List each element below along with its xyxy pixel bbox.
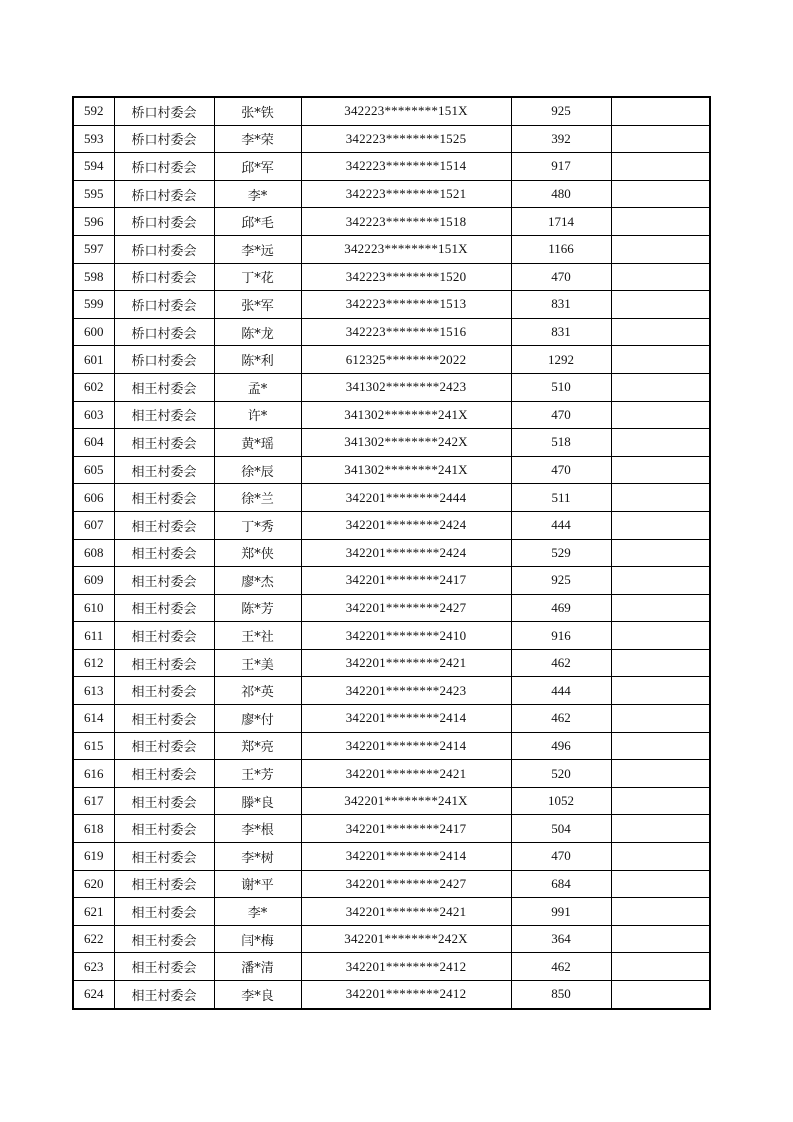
amount-cell: 1714	[511, 208, 611, 236]
row-number-cell: 610	[73, 594, 114, 622]
village-committee-cell: 桥口村委会	[114, 291, 214, 319]
row-number-cell: 602	[73, 373, 114, 401]
table-row	[73, 870, 710, 898]
id-number-cell: 612325********2022	[301, 346, 511, 374]
id-number-cell: 341302********2423	[301, 373, 511, 401]
village-committee-cell: 相王村委会	[114, 677, 214, 705]
row-number-cell: 607	[73, 511, 114, 539]
id-number-cell: 342201********2427	[301, 594, 511, 622]
remarks-cell	[611, 235, 710, 263]
amount-cell: 925	[511, 567, 611, 595]
id-number-cell: 342223********1516	[301, 318, 511, 346]
amount-cell: 496	[511, 732, 611, 760]
table-body	[73, 97, 710, 1009]
village-committee-cell: 相王村委会	[114, 373, 214, 401]
remarks-cell	[611, 208, 710, 236]
village-committee-cell: 相王村委会	[114, 401, 214, 429]
id-number-cell: 342223********1521	[301, 180, 511, 208]
person-name-cell: 李*远	[214, 235, 301, 263]
amount-cell: 850	[511, 981, 611, 1009]
table-row	[73, 622, 710, 650]
remarks-cell	[611, 843, 710, 871]
row-number-cell: 596	[73, 208, 114, 236]
remarks-cell	[611, 677, 710, 705]
amount-cell: 470	[511, 263, 611, 291]
table-row	[73, 125, 710, 153]
id-number-cell: 342223********1513	[301, 291, 511, 319]
id-number-cell: 342201********2444	[301, 484, 511, 512]
remarks-cell	[611, 539, 710, 567]
village-committee-cell: 相王村委会	[114, 843, 214, 871]
row-number-cell: 621	[73, 898, 114, 926]
remarks-cell	[611, 511, 710, 539]
row-number-cell: 593	[73, 125, 114, 153]
amount-cell: 1292	[511, 346, 611, 374]
remarks-cell	[611, 429, 710, 457]
amount-cell: 510	[511, 373, 611, 401]
person-name-cell: 丁*花	[214, 263, 301, 291]
village-committee-cell: 桥口村委会	[114, 208, 214, 236]
row-number-cell: 619	[73, 843, 114, 871]
row-number-cell: 603	[73, 401, 114, 429]
amount-cell: 684	[511, 870, 611, 898]
amount-cell: 529	[511, 539, 611, 567]
remarks-cell	[611, 898, 710, 926]
village-committee-cell: 相王村委会	[114, 898, 214, 926]
id-number-cell: 342201********241X	[301, 787, 511, 815]
table-row	[73, 843, 710, 871]
id-number-cell: 342223********1514	[301, 153, 511, 181]
person-name-cell: 丁*秀	[214, 511, 301, 539]
id-number-cell: 342201********242X	[301, 925, 511, 953]
row-number-cell: 614	[73, 705, 114, 733]
row-number-cell: 604	[73, 429, 114, 457]
table-row	[73, 153, 710, 181]
table-row	[73, 898, 710, 926]
table-row	[73, 594, 710, 622]
row-number-cell: 615	[73, 732, 114, 760]
row-number-cell: 609	[73, 567, 114, 595]
person-name-cell: 廖*杰	[214, 567, 301, 595]
person-name-cell: 邱*军	[214, 153, 301, 181]
row-number-cell: 613	[73, 677, 114, 705]
village-committee-cell: 相王村委会	[114, 622, 214, 650]
amount-cell: 392	[511, 125, 611, 153]
table-row	[73, 925, 710, 953]
amount-cell: 462	[511, 649, 611, 677]
table-row	[73, 511, 710, 539]
row-number-cell: 605	[73, 456, 114, 484]
person-name-cell: 李*	[214, 180, 301, 208]
remarks-cell	[611, 97, 710, 125]
remarks-cell	[611, 760, 710, 788]
table-row	[73, 953, 710, 981]
table-row	[73, 677, 710, 705]
id-number-cell: 342201********2421	[301, 649, 511, 677]
table-row	[73, 760, 710, 788]
remarks-cell	[611, 125, 710, 153]
amount-cell: 504	[511, 815, 611, 843]
amount-cell: 917	[511, 153, 611, 181]
table-row	[73, 291, 710, 319]
subsidy-roster-table	[72, 96, 711, 1010]
person-name-cell: 孟*	[214, 373, 301, 401]
person-name-cell: 李*树	[214, 843, 301, 871]
id-number-cell: 342201********2410	[301, 622, 511, 650]
person-name-cell: 廖*付	[214, 705, 301, 733]
id-number-cell: 342201********2423	[301, 677, 511, 705]
table-row	[73, 567, 710, 595]
id-number-cell: 342201********2417	[301, 567, 511, 595]
village-committee-cell: 桥口村委会	[114, 318, 214, 346]
village-committee-cell: 桥口村委会	[114, 153, 214, 181]
village-committee-cell: 桥口村委会	[114, 346, 214, 374]
row-number-cell: 600	[73, 318, 114, 346]
id-number-cell: 342201********2414	[301, 705, 511, 733]
amount-cell: 364	[511, 925, 611, 953]
table-row	[73, 97, 710, 125]
id-number-cell: 342201********2424	[301, 511, 511, 539]
table-row	[73, 180, 710, 208]
person-name-cell: 潘*清	[214, 953, 301, 981]
id-number-cell: 341302********241X	[301, 456, 511, 484]
remarks-cell	[611, 346, 710, 374]
id-number-cell: 342201********2414	[301, 843, 511, 871]
remarks-cell	[611, 925, 710, 953]
amount-cell: 991	[511, 898, 611, 926]
village-committee-cell: 相王村委会	[114, 981, 214, 1009]
amount-cell: 462	[511, 705, 611, 733]
amount-cell: 518	[511, 429, 611, 457]
id-number-cell: 342201********2424	[301, 539, 511, 567]
village-committee-cell: 桥口村委会	[114, 97, 214, 125]
village-committee-cell: 相王村委会	[114, 511, 214, 539]
person-name-cell: 陈*利	[214, 346, 301, 374]
remarks-cell	[611, 787, 710, 815]
person-name-cell: 张*军	[214, 291, 301, 319]
village-committee-cell: 相王村委会	[114, 787, 214, 815]
person-name-cell: 郑*侠	[214, 539, 301, 567]
person-name-cell: 李*荣	[214, 125, 301, 153]
table-row	[73, 732, 710, 760]
amount-cell: 444	[511, 511, 611, 539]
id-number-cell: 342201********2427	[301, 870, 511, 898]
remarks-cell	[611, 649, 710, 677]
person-name-cell: 王*芳	[214, 760, 301, 788]
table-row	[73, 401, 710, 429]
amount-cell: 925	[511, 97, 611, 125]
amount-cell: 470	[511, 401, 611, 429]
village-committee-cell: 相王村委会	[114, 815, 214, 843]
row-number-cell: 611	[73, 622, 114, 650]
amount-cell: 916	[511, 622, 611, 650]
table-row	[73, 235, 710, 263]
table-row	[73, 318, 710, 346]
village-committee-cell: 相王村委会	[114, 953, 214, 981]
id-number-cell: 341302********241X	[301, 401, 511, 429]
row-number-cell: 622	[73, 925, 114, 953]
table-row	[73, 787, 710, 815]
table-row	[73, 208, 710, 236]
person-name-cell: 许*	[214, 401, 301, 429]
row-number-cell: 599	[73, 291, 114, 319]
remarks-cell	[611, 456, 710, 484]
table-row	[73, 429, 710, 457]
table-row	[73, 346, 710, 374]
village-committee-cell: 相王村委会	[114, 567, 214, 595]
row-number-cell: 594	[73, 153, 114, 181]
table-row	[73, 815, 710, 843]
village-committee-cell: 相王村委会	[114, 484, 214, 512]
remarks-cell	[611, 153, 710, 181]
person-name-cell: 张*铁	[214, 97, 301, 125]
person-name-cell: 王*美	[214, 649, 301, 677]
amount-cell: 462	[511, 953, 611, 981]
remarks-cell	[611, 373, 710, 401]
remarks-cell	[611, 318, 710, 346]
amount-cell: 1052	[511, 787, 611, 815]
table-row	[73, 456, 710, 484]
amount-cell: 469	[511, 594, 611, 622]
amount-cell: 831	[511, 291, 611, 319]
person-name-cell: 王*社	[214, 622, 301, 650]
village-committee-cell: 相王村委会	[114, 870, 214, 898]
person-name-cell: 李*	[214, 898, 301, 926]
village-committee-cell: 桥口村委会	[114, 263, 214, 291]
village-committee-cell: 桥口村委会	[114, 180, 214, 208]
person-name-cell: 郑*亮	[214, 732, 301, 760]
remarks-cell	[611, 594, 710, 622]
row-number-cell: 595	[73, 180, 114, 208]
id-number-cell: 342223********151X	[301, 235, 511, 263]
amount-cell: 831	[511, 318, 611, 346]
village-committee-cell: 相王村委会	[114, 925, 214, 953]
village-committee-cell: 相王村委会	[114, 732, 214, 760]
id-number-cell: 342223********1525	[301, 125, 511, 153]
remarks-cell	[611, 953, 710, 981]
row-number-cell: 592	[73, 97, 114, 125]
table-row	[73, 981, 710, 1009]
remarks-cell	[611, 705, 710, 733]
village-committee-cell: 桥口村委会	[114, 235, 214, 263]
id-number-cell: 342223********1520	[301, 263, 511, 291]
person-name-cell: 徐*兰	[214, 484, 301, 512]
row-number-cell: 597	[73, 235, 114, 263]
person-name-cell: 谢*平	[214, 870, 301, 898]
village-committee-cell: 相王村委会	[114, 456, 214, 484]
table-row	[73, 484, 710, 512]
table-row	[73, 373, 710, 401]
person-name-cell: 闫*梅	[214, 925, 301, 953]
row-number-cell: 612	[73, 649, 114, 677]
id-number-cell: 342223********151X	[301, 97, 511, 125]
table-row	[73, 649, 710, 677]
person-name-cell: 陈*龙	[214, 318, 301, 346]
amount-cell: 470	[511, 843, 611, 871]
table-row	[73, 539, 710, 567]
village-committee-cell: 相王村委会	[114, 705, 214, 733]
id-number-cell: 342201********2421	[301, 760, 511, 788]
person-name-cell: 李*良	[214, 981, 301, 1009]
row-number-cell: 620	[73, 870, 114, 898]
amount-cell: 444	[511, 677, 611, 705]
amount-cell: 511	[511, 484, 611, 512]
id-number-cell: 341302********242X	[301, 429, 511, 457]
row-number-cell: 608	[73, 539, 114, 567]
person-name-cell: 黄*瑶	[214, 429, 301, 457]
person-name-cell: 陈*芳	[214, 594, 301, 622]
person-name-cell: 滕*良	[214, 787, 301, 815]
person-name-cell: 祁*英	[214, 677, 301, 705]
row-number-cell: 618	[73, 815, 114, 843]
remarks-cell	[611, 815, 710, 843]
id-number-cell: 342201********2412	[301, 981, 511, 1009]
remarks-cell	[611, 567, 710, 595]
id-number-cell: 342201********2421	[301, 898, 511, 926]
remarks-cell	[611, 484, 710, 512]
id-number-cell: 342201********2414	[301, 732, 511, 760]
amount-cell: 1166	[511, 235, 611, 263]
village-committee-cell: 相王村委会	[114, 760, 214, 788]
village-committee-cell: 相王村委会	[114, 429, 214, 457]
village-committee-cell: 相王村委会	[114, 539, 214, 567]
village-committee-cell: 相王村委会	[114, 649, 214, 677]
village-committee-cell: 桥口村委会	[114, 125, 214, 153]
row-number-cell: 624	[73, 981, 114, 1009]
table-row	[73, 263, 710, 291]
row-number-cell: 617	[73, 787, 114, 815]
row-number-cell: 601	[73, 346, 114, 374]
row-number-cell: 598	[73, 263, 114, 291]
person-name-cell: 邱*毛	[214, 208, 301, 236]
table-row	[73, 705, 710, 733]
remarks-cell	[611, 981, 710, 1009]
amount-cell: 480	[511, 180, 611, 208]
person-name-cell: 徐*辰	[214, 456, 301, 484]
remarks-cell	[611, 622, 710, 650]
row-number-cell: 616	[73, 760, 114, 788]
remarks-cell	[611, 263, 710, 291]
remarks-cell	[611, 870, 710, 898]
village-committee-cell: 相王村委会	[114, 594, 214, 622]
row-number-cell: 623	[73, 953, 114, 981]
remarks-cell	[611, 401, 710, 429]
id-number-cell: 342223********1518	[301, 208, 511, 236]
remarks-cell	[611, 291, 710, 319]
id-number-cell: 342201********2417	[301, 815, 511, 843]
amount-cell: 470	[511, 456, 611, 484]
remarks-cell	[611, 180, 710, 208]
amount-cell: 520	[511, 760, 611, 788]
row-number-cell: 606	[73, 484, 114, 512]
remarks-cell	[611, 732, 710, 760]
person-name-cell: 李*根	[214, 815, 301, 843]
id-number-cell: 342201********2412	[301, 953, 511, 981]
